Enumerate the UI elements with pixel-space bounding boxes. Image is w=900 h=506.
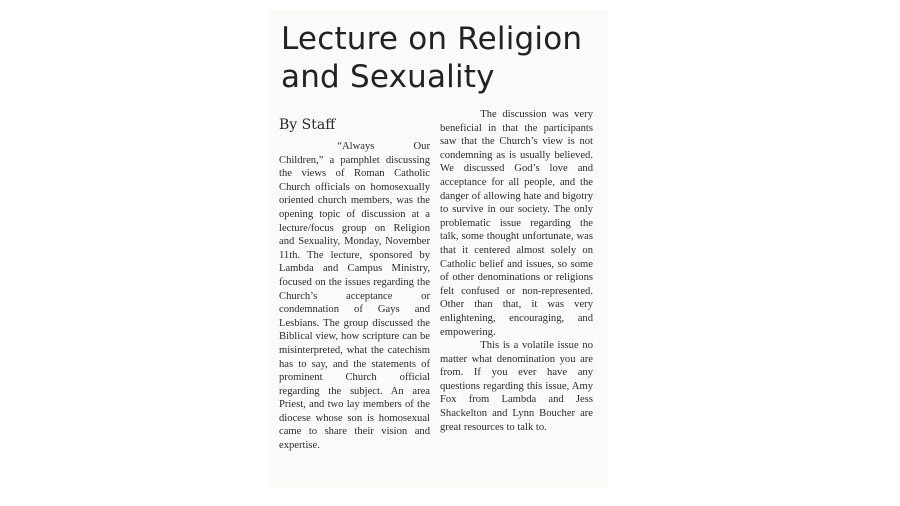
article-column-right — [440, 108, 593, 434]
article-paragraph: This is a volatile issue no matter what denomination you are from. If you ever have any questions regarding this issue, Amy Fox from Lambda and Jess Shackelton and Lynn Boucher are great resources to talk to. — [440, 340, 593, 433]
article-column-left — [279, 140, 430, 453]
article-headline: Lecture on Religion and Sexuality — [281, 21, 583, 95]
article-paragraph: The discussion was very beneficial in that the participants saw that the Church’s view is not condemning as is usually believed. We discussed God’s love and acceptance for all people, and the danger of allowing hate and bigotry to survive in our society. The only problematic issue regarding the talk, some thought unfortunate, was that it centered almost solely on Catholic belief and issues, so some of other denominations or religions felt confused or non-represented. Other than that, it was very enlightening, encouraging, and empowering. — [440, 109, 593, 338]
article-byline: By Staff — [279, 117, 336, 133]
article-paragraph: “Always Our Children,” a pamphlet discussing the views of Roman Catholic Church officials on homosexually oriented church members, was the opening topic of discussion at a lecture/focus group on Religion and Sexuality, Monday, November 11th. The lecture, sponsored by Lambda and Campus Ministry, focused on the issues regarding the Church’s acceptance or condemnation of Gays and Lesbians. The group discussed the Biblical view, how scripture can be misinterpreted, what the catechism has to say, and the statements of prominent Church official regarding the subject. An area Priest, and two lay members of the diocese whose son is homosexual came to share their vision and expertise. — [279, 141, 430, 452]
